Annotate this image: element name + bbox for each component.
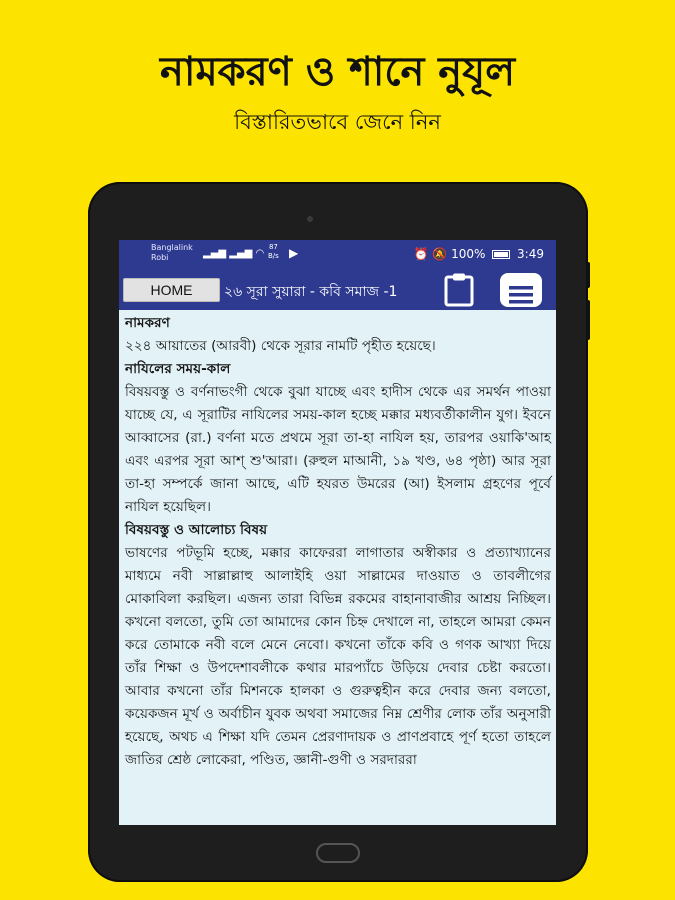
chapter-title: ২৬ সূরা সুয়ারা - কবি সমাজ -1 <box>224 284 398 300</box>
naming-paragraph: ২২৪ আয়াতের (আরবী) থেকে সূরার নামটি পৃহীত হয়েছে। <box>125 338 436 354</box>
article-content <box>125 312 551 772</box>
carrier-info <box>151 243 193 263</box>
signal-icons <box>203 248 264 259</box>
app-bar <box>119 269 556 310</box>
wifi-icon: ◠ <box>255 248 265 259</box>
heading-period: নাযিলের সময়-কাল <box>125 361 231 377</box>
net-speed-unit: B/s <box>268 252 279 260</box>
home-button[interactable]: HOME <box>123 278 220 302</box>
volume-button <box>586 262 590 288</box>
power-button <box>586 300 590 340</box>
status-right <box>414 247 544 261</box>
promo-title: নামকরণ ও শানে নুযূল <box>159 49 515 95</box>
net-speed <box>268 243 279 261</box>
net-speed-value: 87 <box>268 243 278 251</box>
battery-percent: 100% <box>451 247 486 261</box>
home-key[interactable] <box>316 843 360 863</box>
heading-subject: বিষয়বস্তু ও আলোচ্য বিষয় <box>125 522 268 538</box>
carrier-name-1: Banglalink <box>151 243 193 252</box>
app-screen <box>119 240 556 825</box>
period-paragraph: বিষয়বস্তু ও বর্ণনাভংগী থেকে বুঝা যাচ্ছে এবং হাদীস থেকে এর সমর্থন পাওয়া যাচ্ছে যে, এ সূরাটির নাযিলের সময়-কাল হচ্ছে মক্কার মধ্যবর্তীকালীন যুগ। ইবনে আব্বাসের (রা.) বর্ণনা মতে প্রথমে সূরা তা-হা নাযিল হয়, তারপর ওয়াকি'আহ এবং এরপর সূরা আশ্ শু'আরা। (রুহুল মাআনী, ১৯ খণ্ড, ৬৪ পৃষ্ঠা) আর সূরা তা-হা সম্পর্কে জানা আছে, এটি হযরত উমরের (আ) ইসলাম গ্রহণের পূর্বে নাযিল হয়েছিল। <box>125 384 551 515</box>
mute-icon: 🔕 <box>432 247 448 261</box>
menu-icon[interactable] <box>495 271 547 309</box>
play-icon: ▶ <box>289 246 299 260</box>
camera-icon <box>307 216 313 222</box>
battery-icon <box>492 250 510 259</box>
subject-paragraph: ভাষণের পটভূমি হচ্ছে, মক্কার কাফেররা লাগাতার অস্বীকার ও প্রত্যাখ্যানের মাধ্যমে নবী সাল্লাল্লাহু আলাইহি ওয়া সাল্লামের দাওয়াত ও তাবলীগের মোকাবিলা করছিল। এজন্য তারা বিভিন্ন রকমের বাহানাবাজীর আশ্রয় নিচ্ছিল। কখনো বলতো, তুমি তো আমাদের কোন চিহ্ন দেখালে না, তাহলে আমরা কেমন করে তোমাকে নবী বলে মেনে নেবো। কখনো তাঁকে কবি ও গণক আখ্যা দিয়ে তাঁর শিক্ষা ও উপদেশাবলীকে কথার মারপ্যাঁচে উড়িয়ে দেবার চেষ্টা করতো। আবার কখনো তাঁর মিশনকে হালকা ও গুরুত্বহীন করে দেবার জন্য বলতো, কয়েকজন মূর্খ ও অর্বাচীন যুবক অথবা সমাজের নিম্ন শ্রেণীর লোক তাঁর অনুসারী হয়েছে, অথচ এ শিক্ষা যদি তেমন প্রেরণাদায়ক ও প্রাণপ্রবাহে পূর্ণ হতো তাহলে জাতির শ্রেষ্ঠ লোকেরা, পণ্ডিত, জ্ঞানী-গুণী ও সরদাররা <box>125 545 551 768</box>
signal-icon: ▂▄▆ <box>203 248 227 259</box>
clipboard-icon[interactable] <box>442 272 476 307</box>
promo-subtitle: বিস্তারিতভাবে জেনে নিন <box>234 110 441 134</box>
status-bar <box>119 240 556 269</box>
clock: 3:49 <box>517 247 544 261</box>
carrier-name-2: Robi <box>151 253 169 262</box>
alarm-icon: ⏰ <box>413 247 429 261</box>
heading-naming: নামকরণ <box>125 315 170 331</box>
signal-icon: ▂▄▆ <box>229 248 253 259</box>
